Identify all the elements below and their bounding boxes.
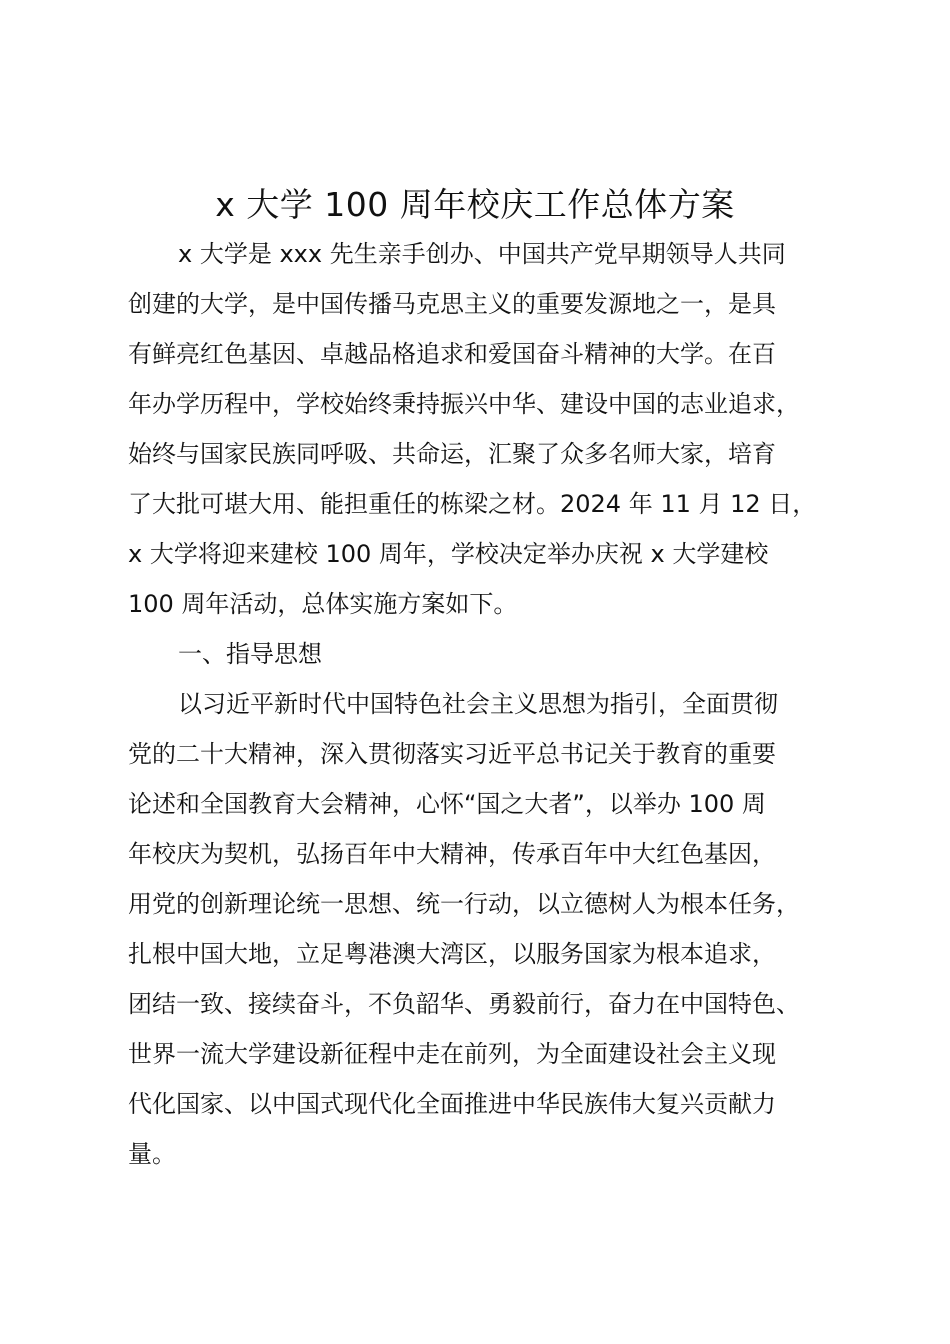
guiding-line: 量。 <box>128 1140 176 1168</box>
intro-line: 有鲜亮红色基因、卓越品格追求和爱国奋斗精神的大学。在百 <box>128 340 776 368</box>
guiding-line: 扎根中国大地，立足粤港澳大湾区，以服务国家为根本追求， <box>128 940 776 968</box>
guiding-line: 团结一致、接续奋斗，不负韶华、勇毅前行，奋力在中国特色、 <box>128 990 800 1018</box>
intro-line: 创建的大学，是中国传播马克思主义的重要发源地之一，是具 <box>128 290 776 318</box>
guiding-line: 世界一流大学建设新征程中走在前列，为全面建设社会主义现 <box>128 1040 776 1068</box>
guiding-line: 用党的创新理论统一思想、统一行动，以立德树人为根本任务， <box>128 890 800 918</box>
intro-line: 始终与国家民族同呼吸、共命运，汇聚了众多名师大家，培育 <box>128 440 776 468</box>
intro-line: x 大学是 xxx 先生亲手创办、中国共产党早期领导人共同 <box>178 240 786 268</box>
guiding-line: 论述和全国教育大会精神，心怀“国之大者”，以举办 100 周 <box>128 790 766 818</box>
intro-line: x 大学将迎来建校 100 周年，学校决定举办庆祝 x 大学建校 <box>128 540 769 568</box>
guiding-line: 党的二十大精神，深入贯彻落实习近平总书记关于教育的重要 <box>128 740 776 768</box>
intro-line: 了大批可堪大用、能担重任的栋梁之材。2024 年 11 月 12 日， <box>128 490 817 518</box>
guiding-line: 年校庆为契机，弘扬百年中大精神，传承百年中大红色基因， <box>128 840 776 868</box>
section-heading: 一、指导思想 <box>178 640 322 668</box>
guiding-line: 以习近平新时代中国特色社会主义思想为指引，全面贯彻 <box>178 690 778 718</box>
intro-line: 年办学历程中，学校始终秉持振兴中华、建设中国的志业追求， <box>128 390 800 418</box>
document-title: x 大学 100 周年校庆工作总体方案 <box>215 185 735 224</box>
intro-line: 100 周年活动，总体实施方案如下。 <box>128 590 518 618</box>
guiding-line: 代化国家、以中国式现代化全面推进中华民族伟大复兴贡献力 <box>128 1090 776 1118</box>
